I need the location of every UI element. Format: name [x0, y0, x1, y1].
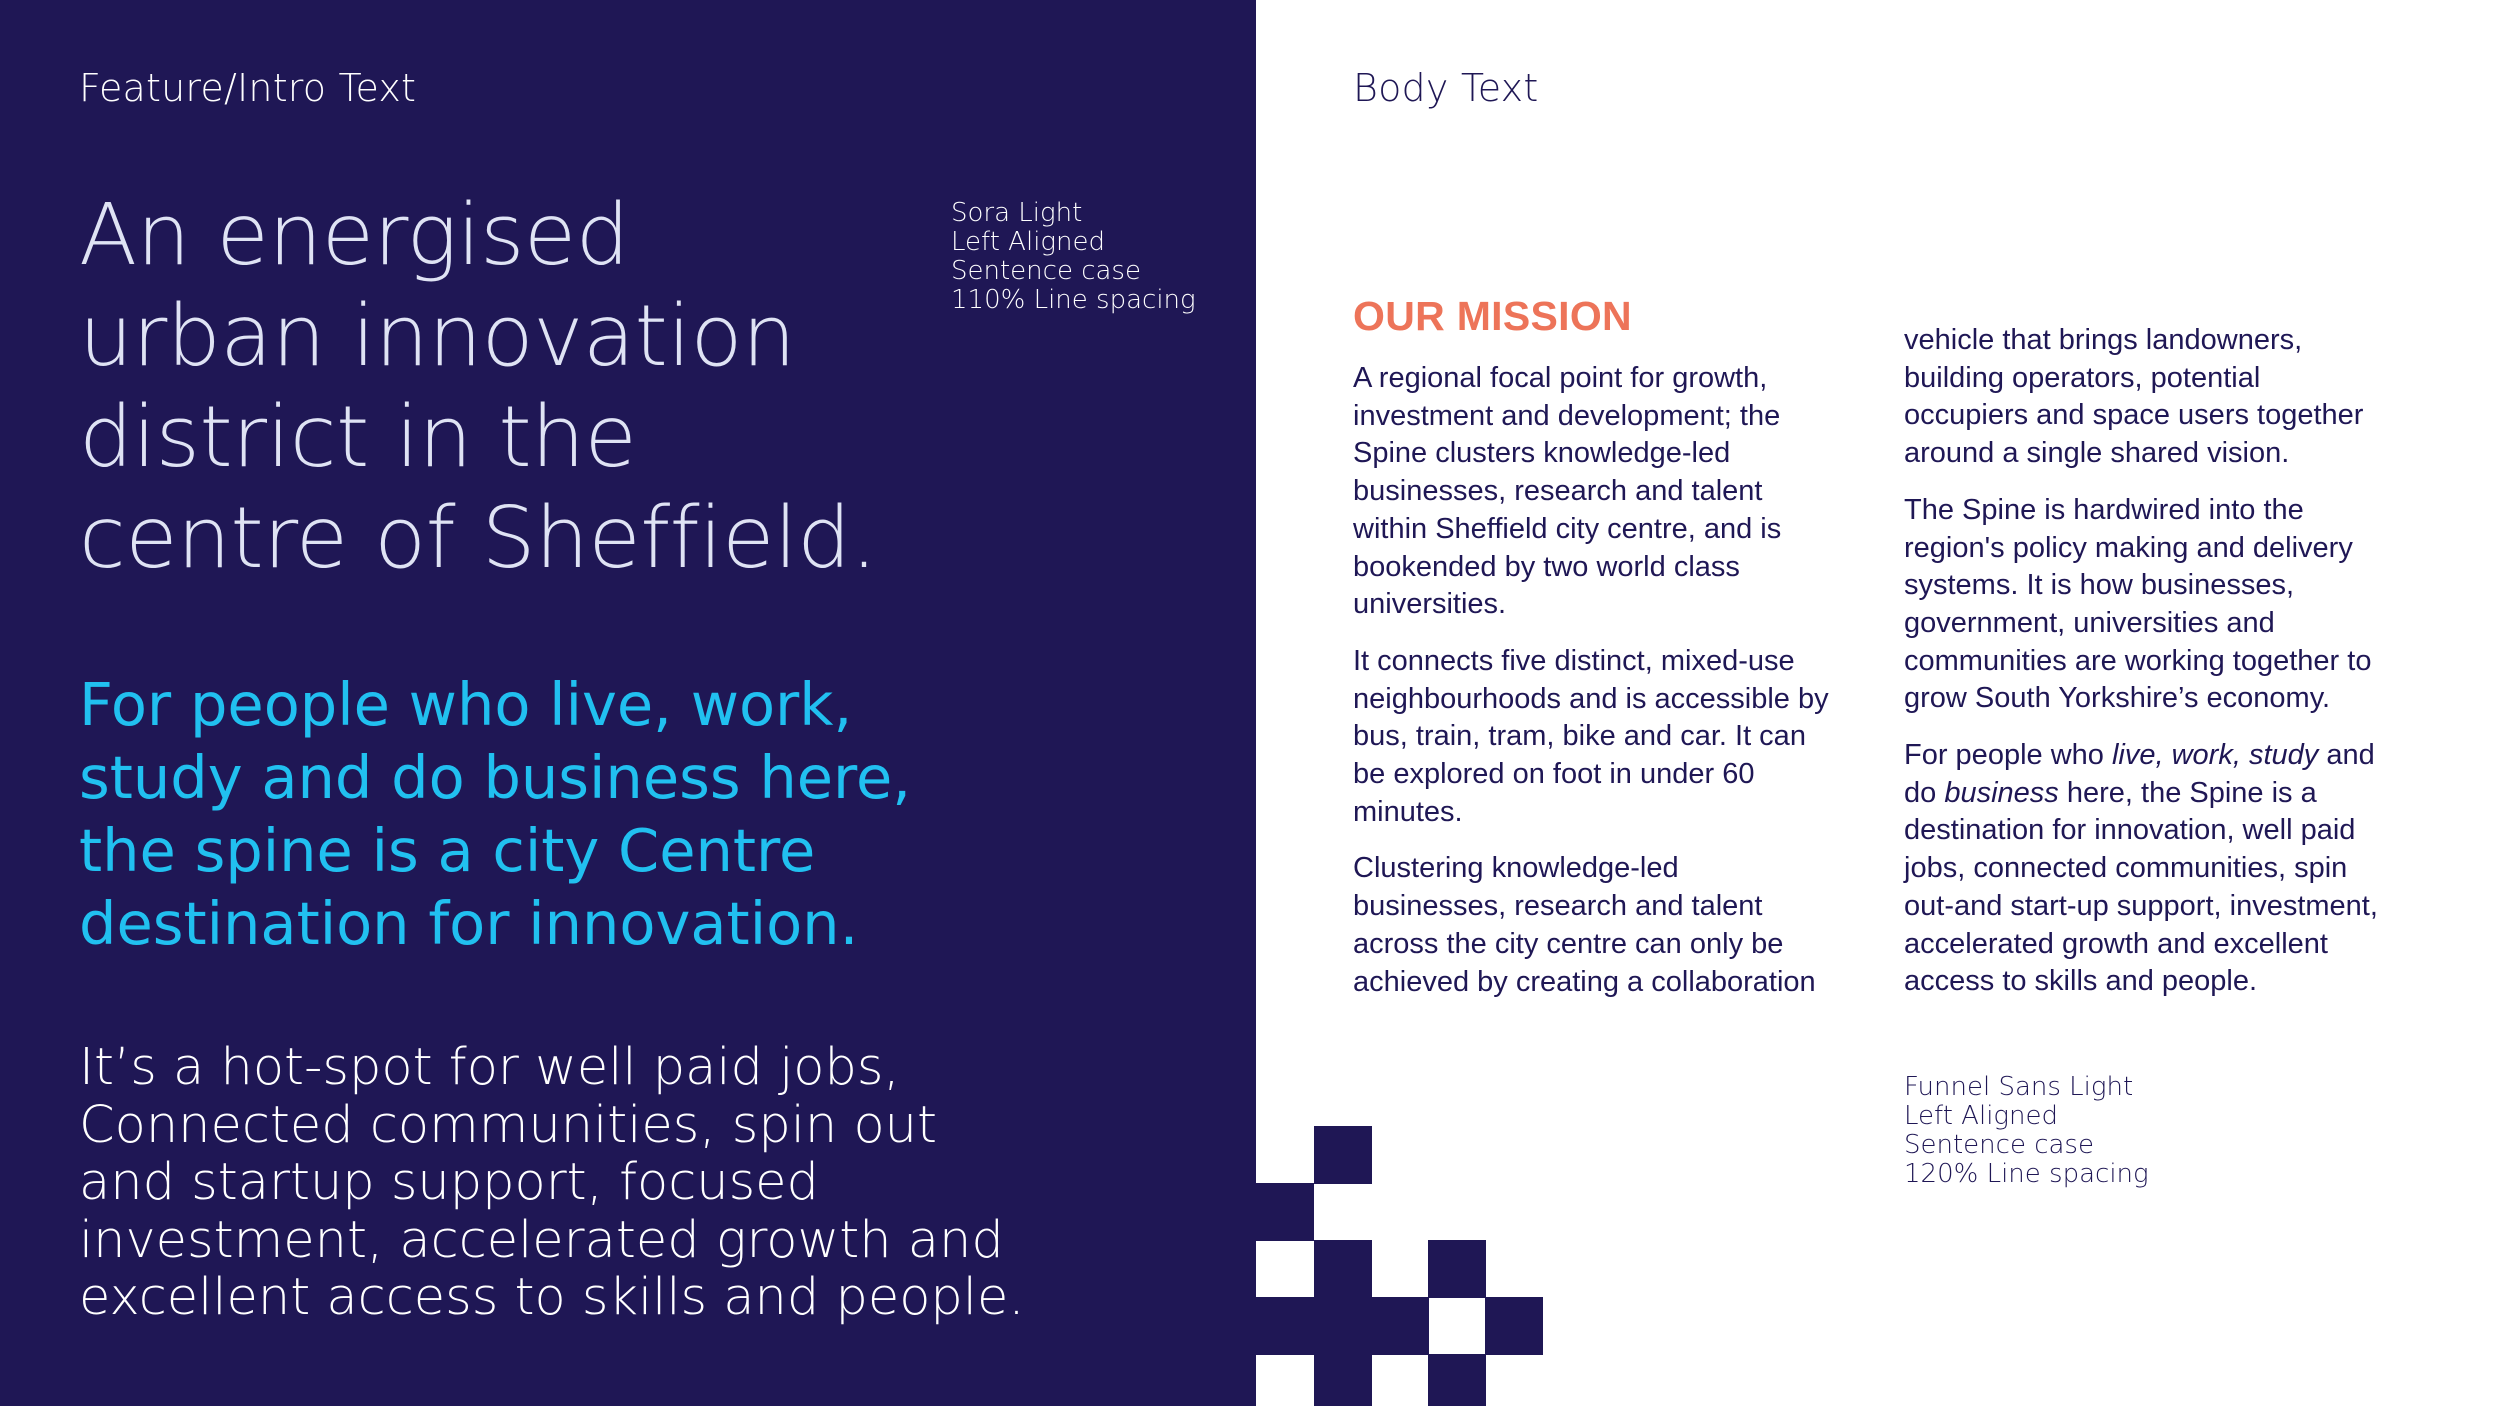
pixel-square [1314, 1126, 1372, 1184]
body-paragraph: Clustering knowledge-led businesses, research and talent across the city centre can only be achieved by creating a collaboration [1353, 852, 1816, 998]
text-run: For people who [1904, 739, 2112, 772]
section-label-body-text: Body Text [1353, 66, 1539, 110]
body-column-right [1904, 322, 2424, 1020]
body-column-left [1353, 360, 1873, 1020]
body-paragraph: vehicle that brings landowners, building operators, potential occupiers and space users together around a single shared vision. [1904, 324, 2364, 470]
intro-body-text: It’s a hot-spot for well paid jobs, Connected communities, spin out and startup support, focused investment, accelerated growth and excellent access to skills and people. [79, 1038, 1025, 1327]
text-run: and do [1904, 739, 2375, 809]
section-label-feature-intro: Feature/Intro Text [79, 66, 417, 110]
pixel-square [1256, 1183, 1314, 1241]
headline: An energised urban innovation district in the centre of Sheffield. [79, 186, 878, 588]
pixel-square [1371, 1297, 1429, 1355]
mission-heading: OUR MISSION [1353, 293, 1632, 339]
font-spec-funnel-sans: Funnel Sans Light Left Aligned Sentence case 120% Line spacing [1904, 1072, 2149, 1189]
pixel-square [1256, 1297, 1314, 1355]
pixel-square [1314, 1354, 1372, 1406]
emphasis-text: business [1944, 776, 2059, 809]
body-paragraph: A regional focal point for growth, investment and development; the Spine clusters knowledge-led businesses, research and talent within Sheffield city centre, and is bookended by two world class universities. [1353, 362, 1782, 621]
body-paragraph: It connects five distinct, mixed-use neighbourhoods and is accessible by bus, train, tram, bike and car. It can be explored on foot in under 60 minutes. [1353, 644, 1829, 828]
font-spec-sora: Sora Light Left Aligned Sentence case 110% Line spacing [951, 198, 1196, 315]
pixel-square [1428, 1354, 1486, 1406]
pixel-square [1485, 1297, 1543, 1355]
emphasis-text: live, work, study [2111, 739, 2319, 772]
body-paragraph: The Spine is hardwired into the region's policy making and delivery systems. It is how businesses, government, universities and communities are working together to grow South Yorkshire’s economy. [1904, 493, 2372, 715]
body-paragraph [1904, 737, 2424, 1001]
pixel-square [1314, 1297, 1372, 1355]
pixel-square [1428, 1240, 1486, 1298]
pixel-square [1314, 1240, 1372, 1298]
text-run: here, the Spine is a destination for innovation, well paid jobs, connected communities, spin out-and start-up support, investment, accelerated growth and excellent access to skills and people. [1904, 776, 2378, 998]
subheadline: For people who live, work, study and do business here, the spine is a city Centre destination for innovation. [79, 670, 912, 958]
